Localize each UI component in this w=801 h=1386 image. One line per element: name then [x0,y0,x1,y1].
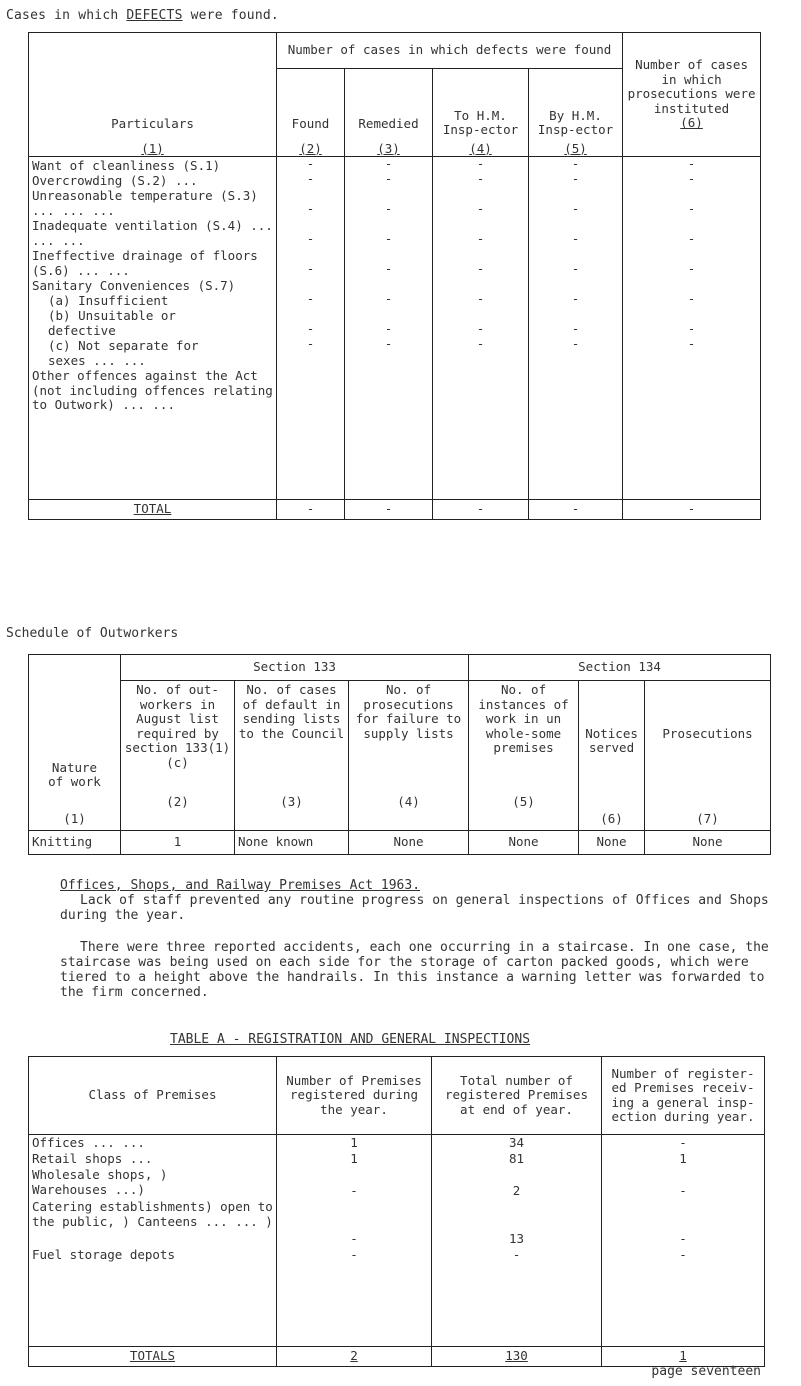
table-row: (a) Insufficient [48,293,169,308]
totals-total: 130 [432,1347,602,1367]
table-row: Retail shops ... [32,1151,153,1166]
col-to-hm-inspector: To H.M. Insp-ector (4) [433,69,529,157]
total-prosecutions: - [623,500,761,520]
by-inspector-values: - - - - - - - - [529,157,623,500]
table-row: (b) Unsuitable or defective [48,308,176,338]
registered-values: 1 1 - - - [277,1135,432,1347]
col-cases-of-default: No. of cases of default in sending lists to the Council (3) [235,681,349,831]
particulars-cell [29,157,277,500]
nature-value: Knitting [29,831,121,855]
defects-body [29,157,761,500]
inspection-values: - 1 - - - [602,1135,765,1347]
offices-heading: Offices, Shops, and Railway Premises Act 1963. [60,878,421,893]
outworkers-table [28,654,771,855]
section-134: Section 134 [469,655,771,681]
table-a [28,1056,765,1367]
table-a-body [29,1135,765,1347]
totals-registered: 2 [277,1347,432,1367]
col-found: Found (2) [277,69,345,157]
col-total-registered: Total number of registered Premises at end of year. [432,1057,602,1135]
total-by-inspector: - [529,500,623,520]
table-row: Want of cleanliness (S.1) [32,158,221,173]
col-prosecutions: Number of cases in which prosecutions were instituted (6) [623,33,761,157]
to-inspector-values: - - - - - - - - [433,157,529,500]
defects-total-row [29,500,761,520]
prosecutions-failure-value: None [349,831,469,855]
col-class-of-premises: Class of Premises [29,1057,277,1135]
totals-inspection: 1 [602,1347,765,1367]
col-general-inspection: Number of register-ed Premises receiv-ing a general insp-ection during year. [602,1057,765,1135]
col-outworkers-list: No. of out-workers in August list required by section 133(1)(c) (2) [121,681,235,831]
col-instances-of-work: No. of instances of work in un whole-some premises (5) [469,681,579,831]
prosecution-values: - - - - - - - - [623,157,761,500]
offices-paragraph-1: Lack of staff prevented any routine progress on general inspections of Offices and Shops during the year. [60,893,777,923]
col-by-hm-inspector: By H.M. Insp-ector (5) [529,69,623,157]
table-row: Catering establishments) open to the public, ) Canteens ... ... ) [32,1199,273,1229]
defects-caption: Cases in which DEFECTS were found. [6,8,279,23]
total-found: - [277,500,345,520]
col-registered-during-year: Number of Premises registered during the year. [277,1057,432,1135]
col-particulars: Particulars (1) [29,33,277,157]
offices-paragraph-2: There were three reported accidents, each one occurring in a staircase. In one case, the staircase was being used on each side for the storage of carton packed goods, which were tiered to a height above the handrails. In this instance a warning letter was forwarded to the firm concerned. [60,940,777,1000]
table-row [29,831,771,855]
table-row: Other offences against the Act (not including offences relating to Outwork) ... ... [32,368,273,412]
col-nature-of-work: Nature of work (1) [29,655,121,831]
col-prosecutions: Prosecutions (7) [645,681,771,831]
defects-group-header: Number of cases in which defects were found [277,33,623,69]
found-values: - - - - - - - - [277,157,345,500]
table-row: (c) Not separate for sexes ... ... [48,338,199,368]
table-row: Unreasonable temperature (S.3) ... ... ... [32,188,258,218]
page-number: page seventeen [651,1364,761,1379]
instances-value: None [469,831,579,855]
table-row: Offices ... ... [32,1135,145,1150]
col-notices-served: Notices served (6) [579,681,645,831]
table-row: Sanitary Conveniences (S.7) [32,278,236,293]
default-value: None known [235,831,349,855]
defects-table [28,32,761,520]
totals-label: TOTALS [29,1347,277,1367]
table-row: Ineffective drainage of floors (S.6) ... ... [32,248,258,278]
table-row: Overcrowding (S.2) ... [32,173,198,188]
notices-value: None [579,831,645,855]
outworkers-value: 1 [121,831,235,855]
section-133: Section 133 [121,655,469,681]
total-remedied: - [345,500,433,520]
total-values: 34 81 2 13 - [432,1135,602,1347]
table-row: Inadequate ventilation (S.4) ... ... ... [32,218,273,248]
outworkers-caption: Schedule of Outworkers [6,626,179,641]
prosecutions-value: None [645,831,771,855]
table-row: Fuel storage depots [32,1247,175,1262]
col-prosecutions-failure: No. of prosecutions for failure to supply lists (4) [349,681,469,831]
table-a-title: TABLE A - REGISTRATION AND GENERAL INSPECTIONS [170,1032,531,1047]
class-cell [29,1135,277,1347]
remedied-values: - - - - - - - - [345,157,433,500]
total-label: TOTAL [29,500,277,520]
table-row: Wholesale shops, ) Warehouses ...) [32,1167,168,1197]
col-remedied: Remedied (3) [345,69,433,157]
total-to-inspector: - [433,500,529,520]
